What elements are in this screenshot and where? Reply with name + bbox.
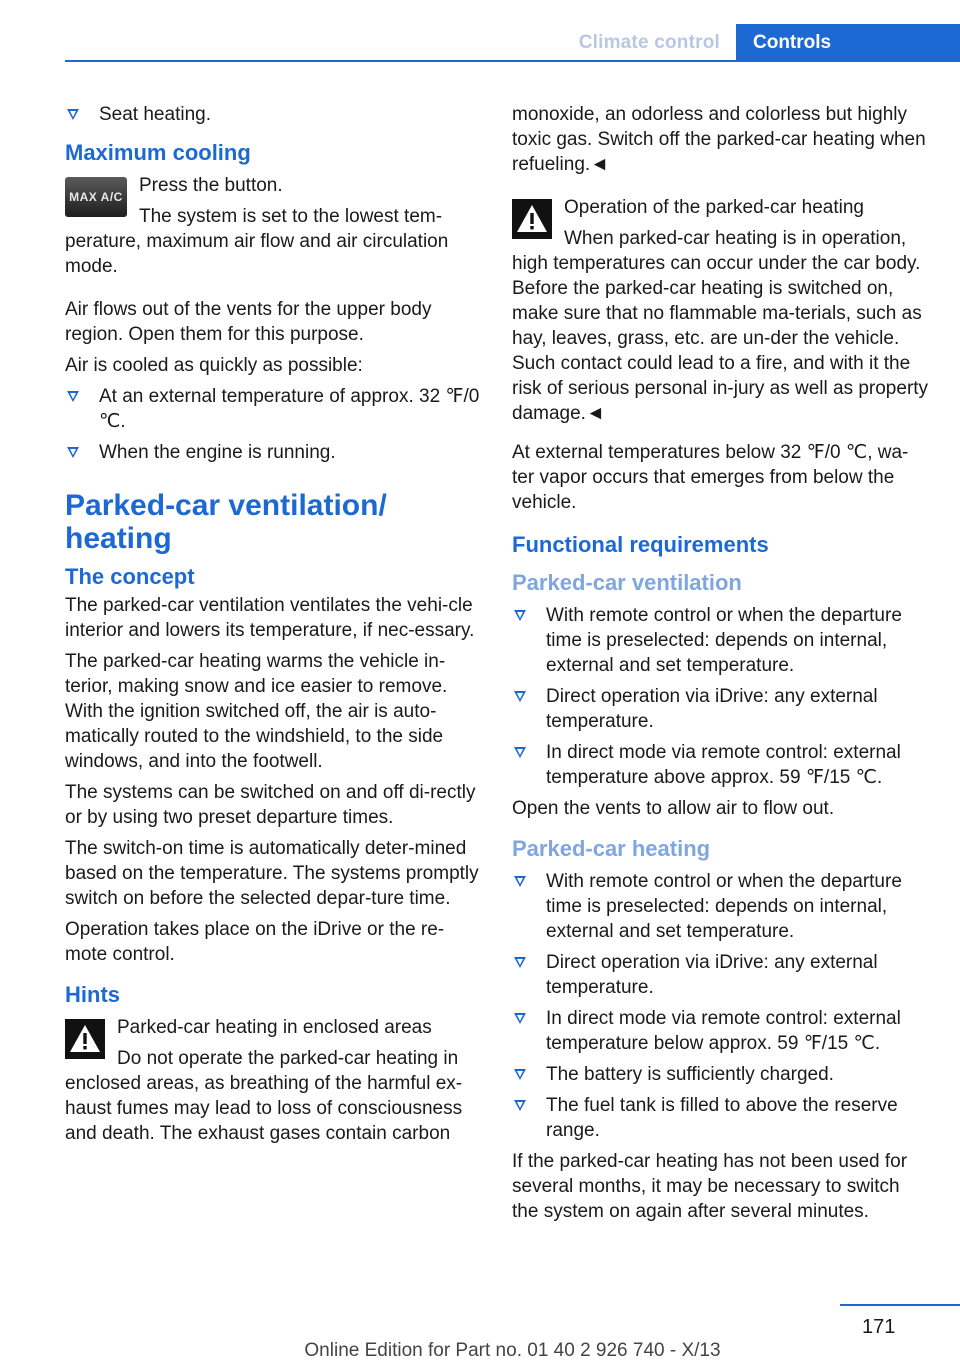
warning-enclosed-areas	[65, 1015, 481, 1152]
warning-1-title: Parked-car heating in enclosed areas	[117, 1017, 432, 1038]
header-rule	[65, 60, 736, 62]
bullet-vent-2: Direct operation via iDrive: any external temperature.	[512, 684, 930, 734]
section-title: Parked-car ventilation/ heating	[65, 489, 387, 555]
text-water-vapor: At external temperatures below 32 ℉/0 ℃, wa-ter vapor occurs that emerges from below the vehicle.	[512, 442, 909, 513]
bullet-heat-4: The battery is sufficiently charged.	[512, 1062, 930, 1087]
text-concept-4: The switch-on time is automatically deter-mined based on the temperature. The systems promptly switch on before the selected depar-ture time.	[65, 838, 479, 909]
footer-rule	[840, 1304, 960, 1306]
bullet-triangle-icon	[514, 1100, 526, 1111]
heading-the-concept: The concept	[65, 564, 195, 589]
text-air-cooled: Air is cooled as quickly as possible:	[65, 355, 363, 376]
bullet-triangle-icon	[67, 391, 79, 402]
text-concept-2: The parked-car heating warms the vehicle in-terior, making snow and ice easier to remove. With the ignition switched off, the air is auto-matically routed to the windshield, to the side windows, and into the footwell.	[65, 651, 448, 772]
bullet-triangle-icon	[67, 447, 79, 458]
text-concept-3: The systems can be switched on and off di-rectly or by using two preset departure times.	[65, 782, 476, 828]
text-continued: monoxide, an odorless and colorless but highly toxic gas. Switch off the parked-car heating when refueling.◄	[512, 104, 926, 175]
heading-functional-requirements: Functional requirements	[512, 532, 769, 557]
warning-triangle-icon	[65, 1019, 105, 1059]
text-open-vents: Open the vents to allow air to flow out.	[512, 798, 835, 819]
text-system-set: The system is set to the lowest tem-perature, maximum air flow and air circulation mode.	[65, 206, 449, 277]
footer-edition: Online Edition for Part no. 01 40 2 926 740 - X/13	[304, 1340, 721, 1361]
bullet-vent-1: With remote control or when the departure time is preselected: depends on internal, external and set temperature.	[512, 603, 930, 678]
text-press-button: Press the button.	[139, 175, 283, 196]
text-air-flows: Air flows out of the vents for the upper body region. Open them for this purpose.	[65, 299, 432, 345]
bullet-triangle-icon	[514, 747, 526, 758]
bullet-triangle-icon	[514, 1013, 526, 1024]
bullet-heat-1: With remote control or when the departure time is preselected: depends on internal, external and set temperature.	[512, 869, 930, 944]
warning-1-text: Do not operate the parked-car heating in enclosed areas, as breathing of the harmful ex-haust fumes may lead to loss of consciousness and death. The exhaust gases contain carbon	[65, 1048, 463, 1144]
page-header	[0, 24, 960, 62]
bullet-triangle-icon	[514, 610, 526, 621]
bullet-triangle-icon	[67, 109, 79, 120]
warning-operation-heating	[512, 195, 930, 440]
header-section-title: Climate control	[578, 32, 720, 53]
text-concept-1: The parked-car ventilation ventilates the vehi-cle interior and lowers its temperature, if nec-essary.	[65, 595, 475, 641]
right-column	[512, 102, 930, 1230]
bullet-heat-3: In direct mode via remote control: external temperature below approx. 59 ℉/15 ℃.	[512, 1006, 930, 1056]
warning-triangle-icon	[512, 199, 552, 239]
header-tab-controls: Controls	[736, 24, 960, 62]
heading-maximum-cooling: Maximum cooling	[65, 140, 251, 165]
bullet-vent-3: In direct mode via remote control: external temperature above approx. 59 ℉/15 ℃.	[512, 740, 930, 790]
bullet-heat-2: Direct operation via iDrive: any external temperature.	[512, 950, 930, 1000]
heading-parked-car-ventilation: Parked-car ventilation	[512, 570, 742, 595]
warning-2-text: When parked-car heating is in operation, high temperatures can occur under the car body. Before the parked-car heating is switched on, make sure that no flammable ma-terials, such as hay, leaves, grass, etc. are un-der the vehicle. Such contact could lead to a fire, and with it the risk of serious personal in-jury as well as property damage.◄	[512, 228, 929, 424]
heading-hints: Hints	[65, 982, 120, 1007]
bullet-triangle-icon	[514, 957, 526, 968]
bullet-heat-5: The fuel tank is filled to above the reserve range.	[512, 1093, 930, 1143]
bullet-seat-heating: Seat heating.	[65, 102, 481, 127]
text-several-months: If the parked-car heating has not been used for several months, it may be necessary to switch the system on again after several minutes.	[512, 1151, 908, 1222]
bullet-triangle-icon	[514, 1069, 526, 1080]
warning-2-title: Operation of the parked-car heating	[564, 197, 864, 218]
page-number: 171	[862, 1316, 896, 1338]
max-ac-button-icon: MAX A/C	[65, 177, 127, 217]
left-column	[65, 102, 481, 1152]
max-cooling-block	[65, 173, 481, 297]
text-concept-5: Operation takes place on the iDrive or the re-mote control.	[65, 919, 445, 965]
bullet-external-temp: At an external temperature of approx. 32 ℉/0 ℃.	[65, 384, 481, 434]
heading-parked-car-heating: Parked-car heating	[512, 836, 711, 861]
bullet-triangle-icon	[514, 691, 526, 702]
bullet-triangle-icon	[514, 876, 526, 887]
bullet-engine-running: When the engine is running.	[65, 440, 481, 465]
